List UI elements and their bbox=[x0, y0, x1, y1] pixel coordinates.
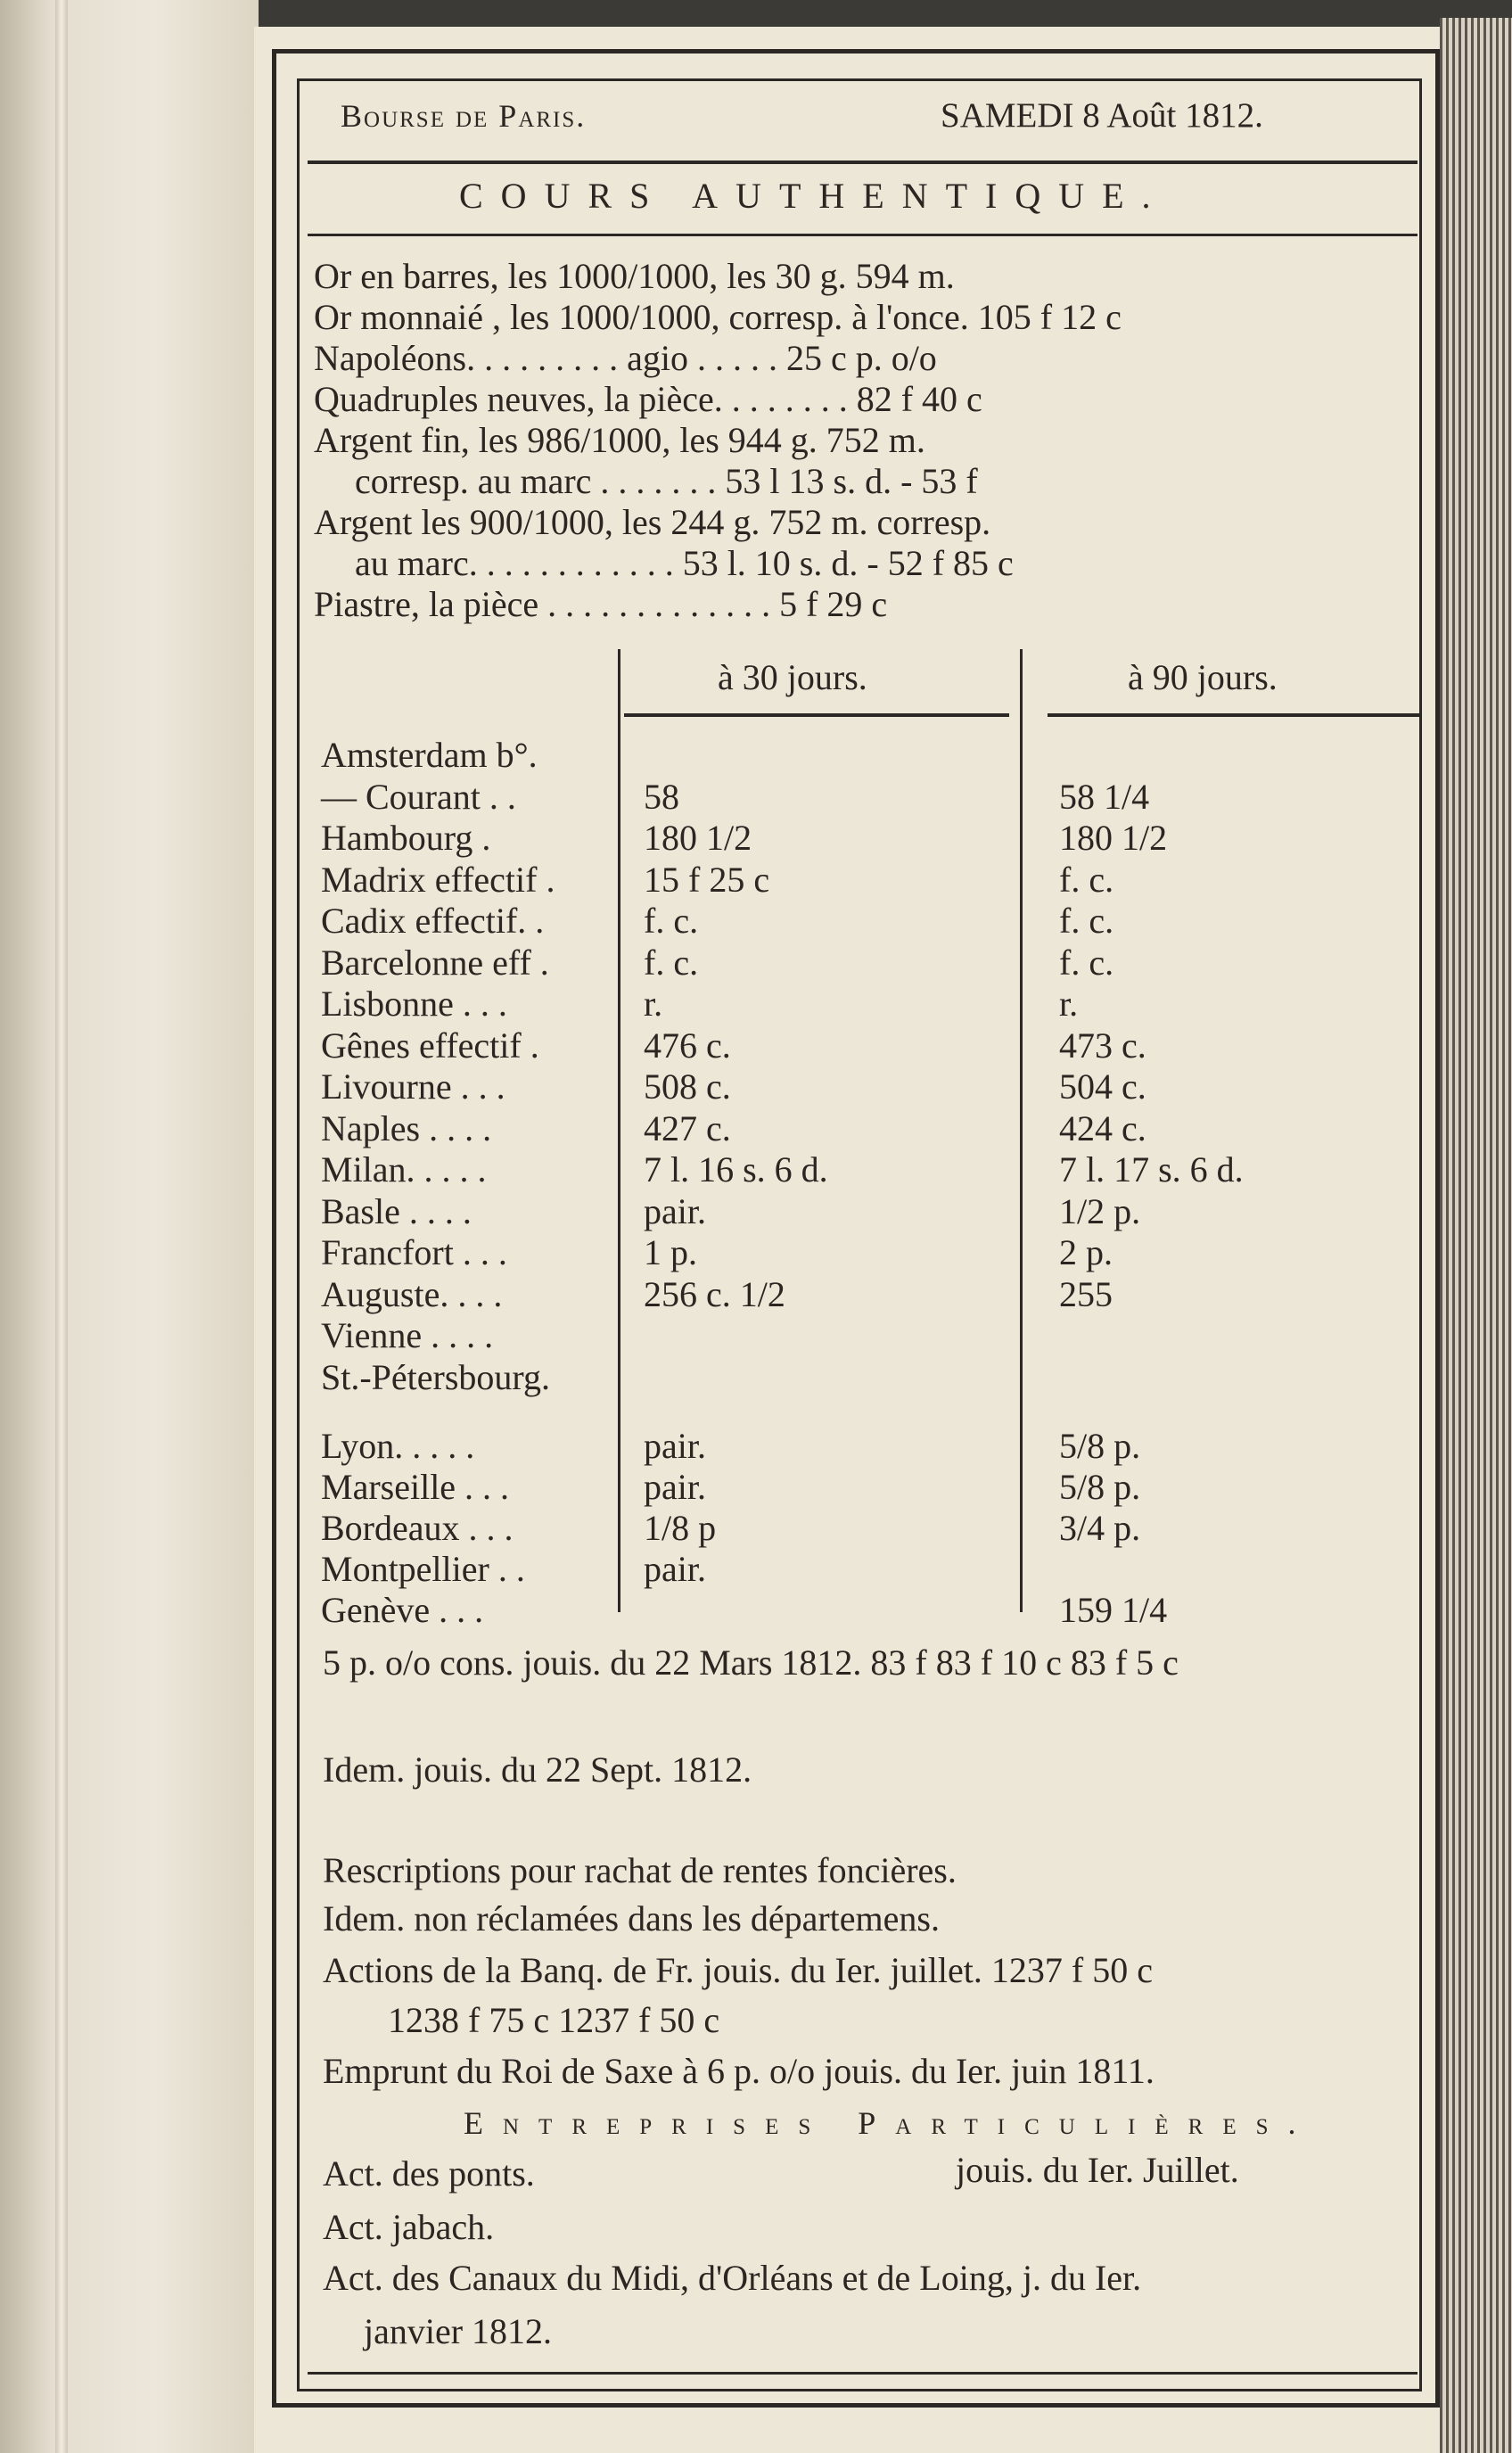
exchange-rate-30: f. c. bbox=[644, 901, 699, 941]
entreprise-ponts-value: jouis. du Ier. Juillet. bbox=[956, 2150, 1239, 2190]
exchange-rate-90: f. c. bbox=[1059, 859, 1114, 900]
quote-line: Argent fin, les 986/1000, les 944 g. 752 m. bbox=[314, 420, 925, 460]
rente-line: Idem. jouis. du 22 Sept. 1812. bbox=[323, 1749, 752, 1790]
exchange-rate-30: pair. bbox=[644, 1426, 706, 1466]
exchange-rate-30: f. c. bbox=[644, 942, 699, 983]
exchange-rate-90: 1/2 p. bbox=[1059, 1190, 1141, 1231]
exchange-place: Francfort . . . bbox=[321, 1232, 507, 1272]
banner-title: COURS AUTHENTIQUE. bbox=[459, 176, 1169, 216]
exchange-rate-90: 180 1/2 bbox=[1059, 818, 1168, 858]
banner-rule bbox=[308, 234, 1418, 236]
exchange-rate-30: 508 c. bbox=[644, 1066, 731, 1107]
exchange-rate-30: pair. bbox=[644, 1549, 706, 1589]
entreprise-ponts-label: Act. des ponts. bbox=[323, 2153, 535, 2194]
exchange-rate-30: 7 l. 16 s. 6 d. bbox=[644, 1149, 828, 1189]
quote-line: Piastre, la pièce . . . . . . . . . . . . . 5 f 29 c bbox=[314, 584, 888, 624]
exchange-rate-30: 256 c. 1/2 bbox=[644, 1273, 785, 1314]
bottom-rule bbox=[308, 2372, 1418, 2375]
exchange-rate-90: r. bbox=[1059, 984, 1079, 1024]
exchange-rate-30: 58 bbox=[644, 776, 679, 817]
table-divider-right bbox=[1020, 649, 1023, 1612]
exchange-place: Gênes effectif . bbox=[321, 1025, 539, 1066]
bottom-line: Emprunt du Roi de Saxe à 6 p. o/o jouis. du Ier. juin 1811. bbox=[323, 2051, 1155, 2091]
exchange-place: Basle . . . . bbox=[321, 1190, 472, 1231]
rente-line: 5 p. o/o cons. jouis. du 22 Mars 1812. 83 f 83 f 10 c 83 f 5 c bbox=[323, 1642, 1179, 1683]
header-rule bbox=[308, 161, 1418, 164]
exchange-rate-30: 427 c. bbox=[644, 1107, 731, 1148]
bottom-line: Idem. non réclamées dans les départemens. bbox=[323, 1898, 940, 1939]
quote-line: Or en barres, les 1000/1000, les 30 g. 594 m. bbox=[314, 256, 955, 296]
col-30-rule bbox=[624, 713, 1009, 717]
exchange-place: Lisbonne . . . bbox=[321, 984, 507, 1024]
exchange-rate-90: 58 1/4 bbox=[1059, 776, 1150, 817]
header-left: Bourse de Paris. bbox=[341, 98, 587, 134]
exchange-place: Genève . . . bbox=[321, 1590, 484, 1630]
quote-line: Argent les 900/1000, les 244 g. 752 m. corresp. bbox=[314, 502, 991, 542]
exchange-rate-90: 424 c. bbox=[1059, 1107, 1146, 1148]
entreprises-heading: Entreprises Particulières. bbox=[464, 2105, 1316, 2141]
header-right: SAMEDI 8 Août 1812. bbox=[941, 96, 1263, 135]
exchange-place: Naples . . . . bbox=[321, 1107, 492, 1148]
exchange-rate-30: pair. bbox=[644, 1467, 706, 1507]
exchange-rate-90: 504 c. bbox=[1059, 1066, 1146, 1107]
exchange-rate-90: 255 bbox=[1059, 1273, 1113, 1314]
page-edges bbox=[1440, 18, 1512, 2453]
exchange-place: St.-Pétersbourg. bbox=[321, 1356, 551, 1397]
quote-line: Or monnaié , les 1000/1000, corresp. à l'once. 105 f 12 c bbox=[314, 297, 1122, 337]
exchange-place: Livourne . . . bbox=[321, 1066, 505, 1107]
entreprise-canaux: Act. des Canaux du Midi, d'Orléans et de Loing, j. du Ier. bbox=[323, 2258, 1142, 2298]
exchange-place: Cadix effectif. . bbox=[321, 901, 545, 941]
exchange-place: Hambourg . bbox=[321, 818, 491, 858]
exchange-place: Auguste. . . . bbox=[321, 1273, 503, 1314]
bottom-line: Actions de la Banq. de Fr. jouis. du Ier. juillet. 1237 f 50 c bbox=[323, 1950, 1153, 1990]
binding-crease bbox=[55, 0, 68, 2453]
exchange-rate-90: 5/8 p. bbox=[1059, 1467, 1141, 1507]
bottom-line: 1238 f 75 c 1237 f 50 c bbox=[388, 2000, 720, 2040]
exchange-rate-90: 2 p. bbox=[1059, 1232, 1113, 1272]
exchange-place: — Courant . . bbox=[321, 776, 516, 817]
entreprise-jabach: Act. jabach. bbox=[323, 2207, 495, 2247]
exchange-place: Montpellier . . bbox=[321, 1549, 525, 1589]
exchange-place: Lyon. . . . . bbox=[321, 1426, 475, 1466]
col-90-header: à 90 jours. bbox=[1128, 657, 1278, 697]
quote-line: Napoléons. . . . . . . . . agio . . . . . 25 c p. o/o bbox=[314, 338, 937, 378]
bottom-line: Rescriptions pour rachat de rentes foncières. bbox=[323, 1850, 957, 1890]
exchange-rate-90: f. c. bbox=[1059, 942, 1114, 983]
exchange-place: Madrix effectif . bbox=[321, 859, 555, 900]
quote-line: corresp. au marc . . . . . . . 53 l 13 s. d. - 53 f bbox=[355, 461, 978, 501]
exchange-rate-90: 7 l. 17 s. 6 d. bbox=[1059, 1149, 1244, 1189]
exchange-rate-30: 15 f 25 c bbox=[644, 859, 770, 900]
exchange-rate-90: 473 c. bbox=[1059, 1025, 1146, 1066]
exchange-place: Bordeaux . . . bbox=[321, 1508, 514, 1548]
exchange-rate-30: r. bbox=[644, 984, 663, 1024]
entreprise-canaux-cont: janvier 1812. bbox=[364, 2311, 553, 2351]
book-binding bbox=[0, 0, 259, 2453]
exchange-rate-90: f. c. bbox=[1059, 901, 1114, 941]
exchange-rate-90: 5/8 p. bbox=[1059, 1426, 1141, 1466]
exchange-rate-30: 476 c. bbox=[644, 1025, 731, 1066]
exchange-place: Amsterdam b°. bbox=[321, 735, 538, 775]
exchange-rate-30: pair. bbox=[644, 1190, 706, 1231]
exchange-rate-30: 1/8 p bbox=[644, 1508, 717, 1548]
col-30-header: à 30 jours. bbox=[718, 657, 867, 697]
exchange-rate-90: 3/4 p. bbox=[1059, 1508, 1141, 1548]
exchange-rate-30: 1 p. bbox=[644, 1232, 697, 1272]
exchange-place: Milan. . . . . bbox=[321, 1149, 487, 1189]
exchange-place: Vienne . . . . bbox=[321, 1315, 494, 1355]
exchange-place: Marseille . . . bbox=[321, 1467, 510, 1507]
exchange-rate-90: 159 1/4 bbox=[1059, 1590, 1168, 1630]
table-divider-left bbox=[618, 649, 620, 1612]
col-90-rule bbox=[1048, 713, 1422, 717]
exchange-rate-30: 180 1/2 bbox=[644, 818, 752, 858]
exchange-place: Barcelonne eff . bbox=[321, 942, 549, 983]
quote-line: au marc. . . . . . . . . . . . 53 l. 10 s. d. - 52 f 85 c bbox=[355, 543, 1014, 583]
quote-line: Quadruples neuves, la pièce. . . . . . . . 82 f 40 c bbox=[314, 379, 982, 419]
